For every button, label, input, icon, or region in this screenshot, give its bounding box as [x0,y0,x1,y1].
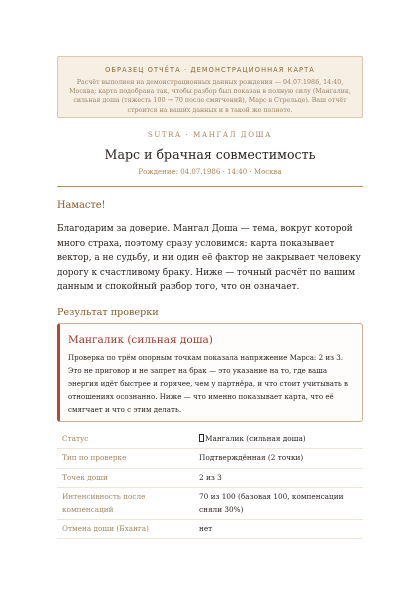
table-row [57,520,363,539]
intro-paragraph: Благодарим за доверие. Мангал Доша — тема, вокруг которой много страха, поэтому сразу условимся: карта показывает вектор, а не судьбу, и ни один её фактор не закрывает человеку дорогу к счастливому браку. Ниже — точный расчёт по вашим данным и спокойный разбор того, что он означает. [57,224,361,293]
fact-value [199,430,363,449]
report-series: SUTRA · МАНГАЛ ДОША [147,131,273,139]
fact-value: 70 из 100 (базовая 100, компенсации сняли 30%) [199,492,344,514]
fact-key: Тип по проверке [62,453,127,463]
fact-value: 2 из 3 [199,472,222,482]
page-title: Марс и брачная совместимость [104,147,316,162]
table-row [57,468,363,487]
fact-key: Статус [62,434,89,443]
fact-value-text: Мангалик (сильная доша) [205,434,306,443]
result-heading: Мангалик (сильная доша) [68,334,213,346]
fact-key: Отмена доши (Бханга) [62,524,149,534]
fact-key: Точек доши [62,472,108,482]
demo-notice [57,56,363,118]
result-body: Проверка по трём опорным точкам показала напряжение Марса: 2 из 3. Это не приговор и не запрет на брак — это указание на то, где ваша энергия идёт быстрее и горячее, чем у партнёра, и что стоит учитывать в отношениях осознанно. Ниже — что именно показывает карта, что её смягчает и что с этим делать. [68,353,349,414]
fact-value: Подтверждённая (2 точки) [199,453,304,463]
header-divider [57,186,363,187]
demo-notice-text: Расчёт выполнен на демонстрационных данных рождения — 04.07.1986, 14:40, Москва; карта подобрана так, чтобы разбор был показан в полную силу (Мангалик, сильная доша (тяжесть 100 → 70 после смягчений), Марс в Стрельце). Ваш отчёт строится на ваших данных и в такой же полноте. [69,79,351,114]
table-row [57,430,363,449]
birth-data-line: Рождение: 04.07.1986 · 14:40 · Москва [138,168,282,176]
fact-key: Интенсивность после компенсаций [62,492,146,514]
fact-value: нет [199,524,213,534]
status-icon [199,434,204,442]
table-row [57,488,363,520]
table-row [57,449,363,468]
facts-table [57,430,363,539]
greeting: Намасте! [57,200,106,211]
demo-notice-title: ОБРАЗЕЦ ОТЧЁТА · ДЕМОНСТРАЦИОННАЯ КАРТА [105,66,315,74]
result-card [57,323,363,422]
section-title-result: Результат проверки [57,307,159,318]
